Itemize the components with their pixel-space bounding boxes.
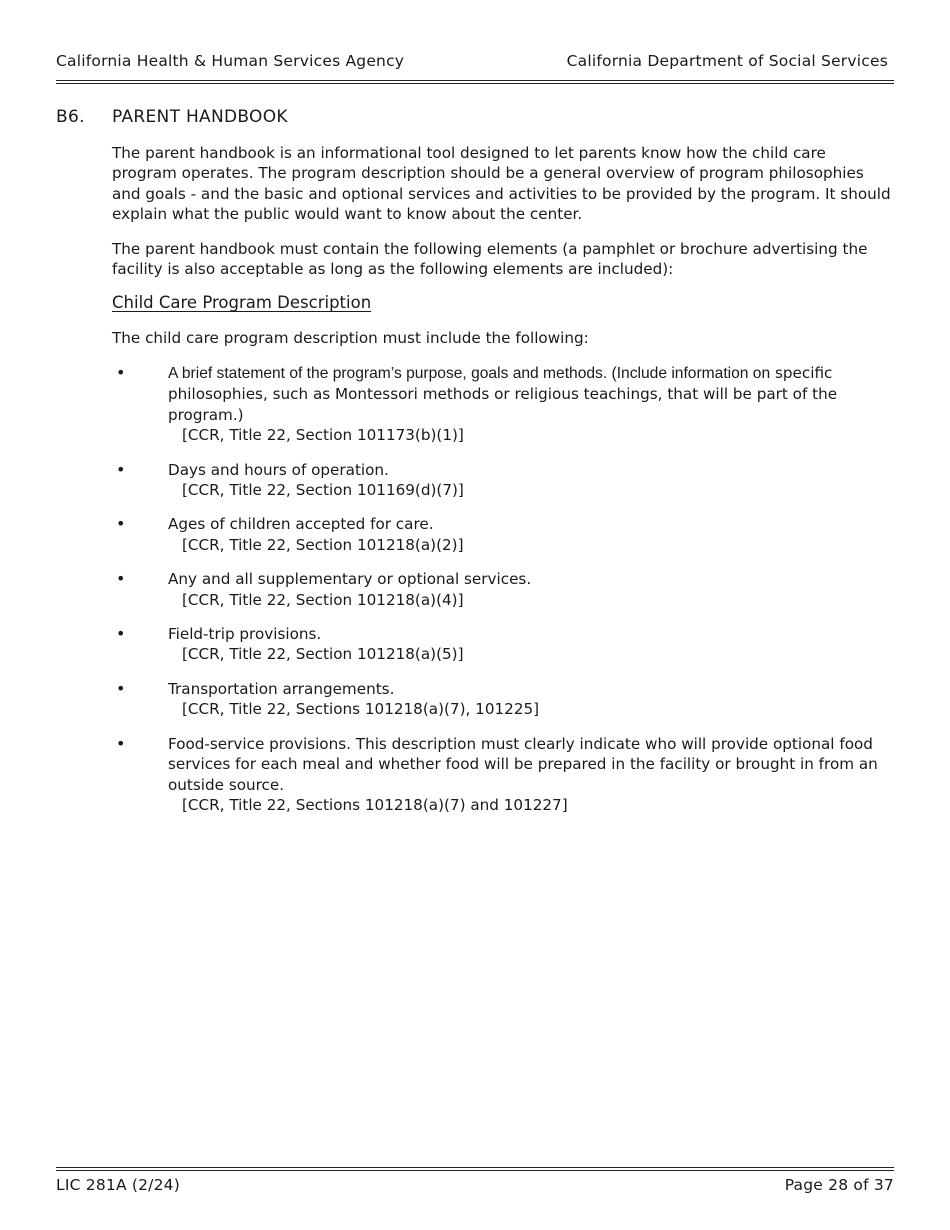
- list-item: [112, 363, 892, 446]
- form-number: LIC 281A (2/24): [56, 1176, 180, 1194]
- list-item: [112, 624, 892, 665]
- lead-in-paragraph: The child care program description must include the following:: [112, 329, 589, 347]
- list-item-text: Days and hours of operation.: [168, 460, 389, 479]
- page-header: [56, 52, 894, 72]
- elements-paragraph: The parent handbook must contain the following elements (a pamphlet or brochure advertising the facility is also acceptable as long as the following elements are included):: [112, 240, 868, 279]
- section-title: PARENT HANDBOOK: [112, 107, 288, 127]
- list-item-text: Transportation arrangements.: [168, 679, 395, 698]
- page-footer: [56, 1176, 894, 1196]
- bullet-icon: •: [116, 733, 126, 753]
- bullet-icon: •: [116, 363, 126, 382]
- list-item-citation: [CCR, Title 22, Section 101218(a)(5)]: [182, 645, 464, 664]
- bullet-icon: •: [116, 624, 126, 644]
- list-item: [112, 514, 892, 555]
- list-item-citation: [CCR, Title 22, Section 101218(a)(4)]: [182, 590, 464, 609]
- section-number: B6.: [56, 107, 85, 127]
- subheading-program-description: Child Care Program Description: [112, 293, 372, 312]
- footer-rule-bottom: [56, 1170, 894, 1171]
- intro-paragraph: The parent handbook is an informational tool designed to let parents know how the child care program operates. The program description should be a general overview of program philosophies and goals - and the basic and optional services and activities to be provided by the program. It should explain what the public would want to know about the center.: [112, 144, 891, 224]
- bullet-icon: •: [116, 678, 126, 698]
- list-item-citation: [CCR, Title 22, Sections 101218(a)(7) and 101227]: [182, 795, 568, 814]
- list-item-text: Ages of children accepted for care.: [168, 515, 434, 534]
- bullet-icon: •: [116, 459, 126, 479]
- header-rule-top: [56, 80, 894, 81]
- list-item-citation: [CCR, Title 22, Section 101173(b)(1)]: [182, 426, 464, 445]
- list-item: [112, 734, 892, 816]
- header-rule-bottom: [56, 83, 894, 84]
- list-item-citation: [CCR, Title 22, Section 101218(a)(2)]: [182, 535, 464, 554]
- list-item-text: Any and all supplementary or optional services.: [168, 570, 532, 589]
- list-item-text: Food-service provisions. This description must clearly indicate who will provide optional food services for each meal and whether food will be prepared in the facility or brought in from an outside source.: [168, 734, 878, 794]
- list-item-text: Field-trip provisions.: [168, 625, 322, 644]
- bullet-icon: •: [116, 569, 126, 589]
- list-item: [112, 679, 892, 720]
- list-item-text: [168, 363, 892, 425]
- list-item-body: specific philosophies, such as Montessori methods or religious teachings, that will be part of the program.): [168, 364, 838, 424]
- header-department: California Department of Social Services: [566, 52, 888, 70]
- page-number: Page 28 of 37: [784, 1176, 894, 1194]
- list-item-lead: A brief statement of the program’s purpose, goals and methods. (Include information on: [168, 365, 771, 382]
- list-item-citation: [CCR, Title 22, Section 101169(d)(7)]: [182, 481, 464, 500]
- header-agency: California Health & Human Services Agency: [56, 52, 405, 70]
- footer-rule-top: [56, 1167, 894, 1168]
- requirements-list: [112, 363, 892, 829]
- bullet-icon: •: [116, 514, 126, 534]
- list-item: [112, 460, 892, 501]
- list-item-citation: [CCR, Title 22, Sections 101218(a)(7), 101225]: [182, 700, 540, 719]
- list-item: [112, 569, 892, 610]
